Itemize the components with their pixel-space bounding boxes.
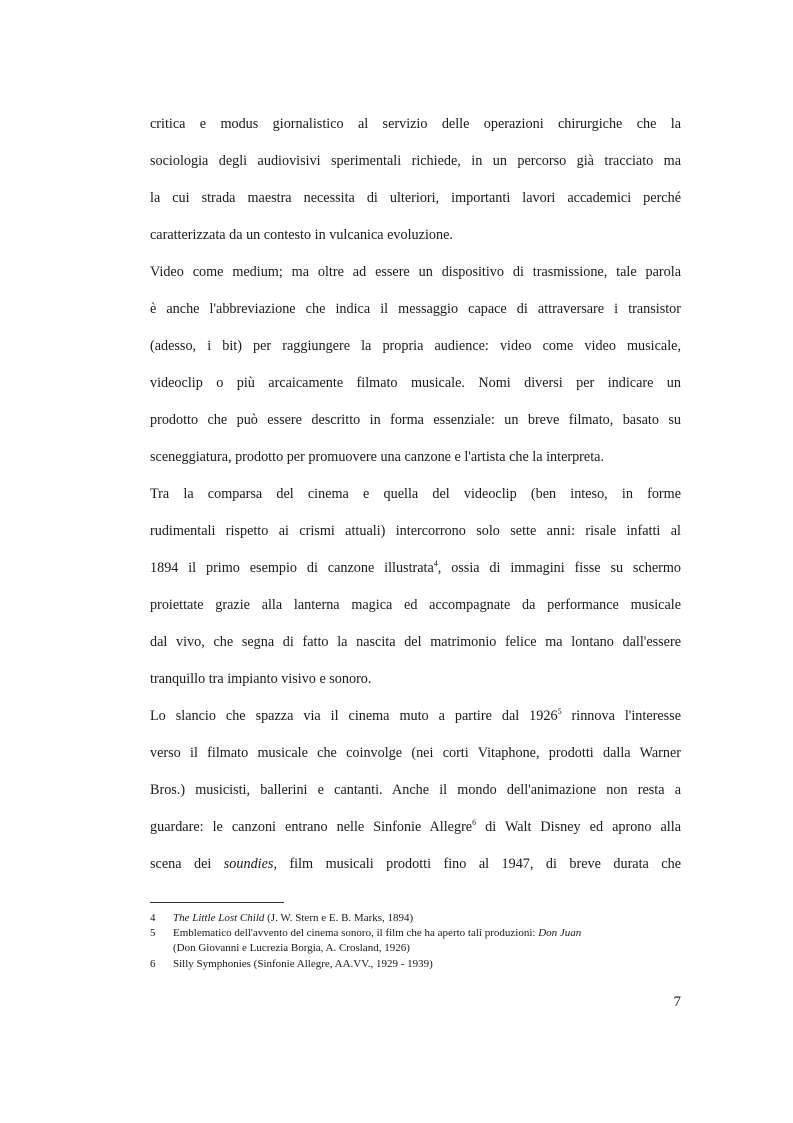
body-line-19: Bros.) musicisti, ballerini e cantanti. Anche il mondo dell'animazione non resta a xyxy=(150,782,681,798)
footnote-ref-4: 4 xyxy=(433,559,438,568)
footnote-6-number: 6 xyxy=(150,958,156,970)
footnote-5 xyxy=(173,926,581,940)
footnote-5-title: Don Juan xyxy=(538,927,582,939)
body-line-15: dal vivo, che segna di fatto la nascita del matrimonio felice ma lontano dall'essere xyxy=(150,634,681,650)
body-line-6: è anche l'abbreviazione che indica il messaggio capace di attraversare i transistor xyxy=(150,301,681,317)
body-line-20a: guardare: le canzoni entrano nelle Sinfonie Allegre xyxy=(150,819,473,835)
body-line-10: sceneggiatura, prodotto per promuovere una canzone e l'artista che la interpreta. xyxy=(150,449,604,465)
footnote-ref-6: 6 xyxy=(472,818,477,827)
body-line-3: la cui strada maestra necessita di ulteriori, importanti lavori accademici perché xyxy=(150,190,681,206)
body-line-5: Video come medium; ma oltre ad essere un dispositivo di trasmissione, tale parola xyxy=(150,264,681,280)
body-line-20 xyxy=(150,816,681,838)
footnote-ref-5: 5 xyxy=(557,707,562,716)
body-line-18: verso il filmato musicale che coinvolge (nei corti Vitaphone, prodotti dalla Warner xyxy=(150,745,681,761)
footnote-separator xyxy=(150,902,284,903)
footnote-5-number: 5 xyxy=(150,927,156,939)
footnote-4-number: 4 xyxy=(150,912,156,924)
body-line-11: Tra la comparsa del cinema e quella del videoclip (ben inteso, in forme xyxy=(150,486,681,502)
body-line-21a: scena dei xyxy=(150,856,224,872)
body-line-17b: rinnova l'interesse xyxy=(561,708,681,724)
footnote-4 xyxy=(173,911,413,925)
body-line-4: caratterizzata da un contesto in vulcanica evoluzione. xyxy=(150,227,453,243)
body-line-8: videoclip o più arcaicamente filmato musicale. Nomi diversi per indicare un xyxy=(150,375,681,391)
body-line-17 xyxy=(150,705,681,727)
body-line-14: proiettate grazie alla lanterna magica ed accompagnate da performance musicale xyxy=(150,597,681,613)
body-line-2: sociologia degli audiovisivi sperimentali richiede, in un percorso già tracciato ma xyxy=(150,153,681,169)
body-line-17a: Lo slancio che spazza via il cinema muto a partire dal 1926 xyxy=(150,708,558,724)
page-number: 7 xyxy=(673,994,681,1010)
body-line-21b: , film musicali prodotti fino al 1947, di breve durata che xyxy=(273,856,681,872)
body-line-9: prodotto che può essere descritto in forma essenziale: un breve filmato, basato su xyxy=(150,412,681,428)
footnote-4-title: The Little Lost Child xyxy=(173,912,265,924)
body-line-12: rudimentali rispetto ai crismi attuali) intercorrono solo sette anni: risale infatti al xyxy=(150,523,681,539)
body-line-13a: 1894 il primo esempio di canzone illustrata xyxy=(150,560,434,576)
body-line-1: critica e modus giornalistico al servizio delle operazioni chirurgiche che la xyxy=(150,116,681,132)
footnote-5-continuation: (Don Giovanni e Lucrezia Borgia, A. Crosland, 1926) xyxy=(173,942,410,954)
document-page xyxy=(150,0,681,1123)
body-line-16: tranquillo tra impianto visivo e sonoro. xyxy=(150,671,372,687)
body-line-20b: di Walt Disney ed aprono alla xyxy=(476,819,681,835)
soundies-term: soundies xyxy=(223,856,274,872)
body-line-13 xyxy=(150,557,681,579)
body-line-7: (adesso, i bit) per raggiungere la propria audience: video come video musicale, xyxy=(150,338,681,354)
footnote-4-text: (J. W. Stern e E. B. Marks, 1894) xyxy=(264,912,414,924)
footnote-5-text: Emblematico dell'avvento del cinema sonoro, il film che ha aperto tali produzioni: xyxy=(173,927,539,939)
body-line-21 xyxy=(150,853,681,875)
footnote-6: Silly Symphonies (Sinfonie Allegre, AA.VV., 1929 - 1939) xyxy=(173,958,433,970)
body-line-13b: , ossia di immagini fisse su schermo xyxy=(437,560,681,576)
